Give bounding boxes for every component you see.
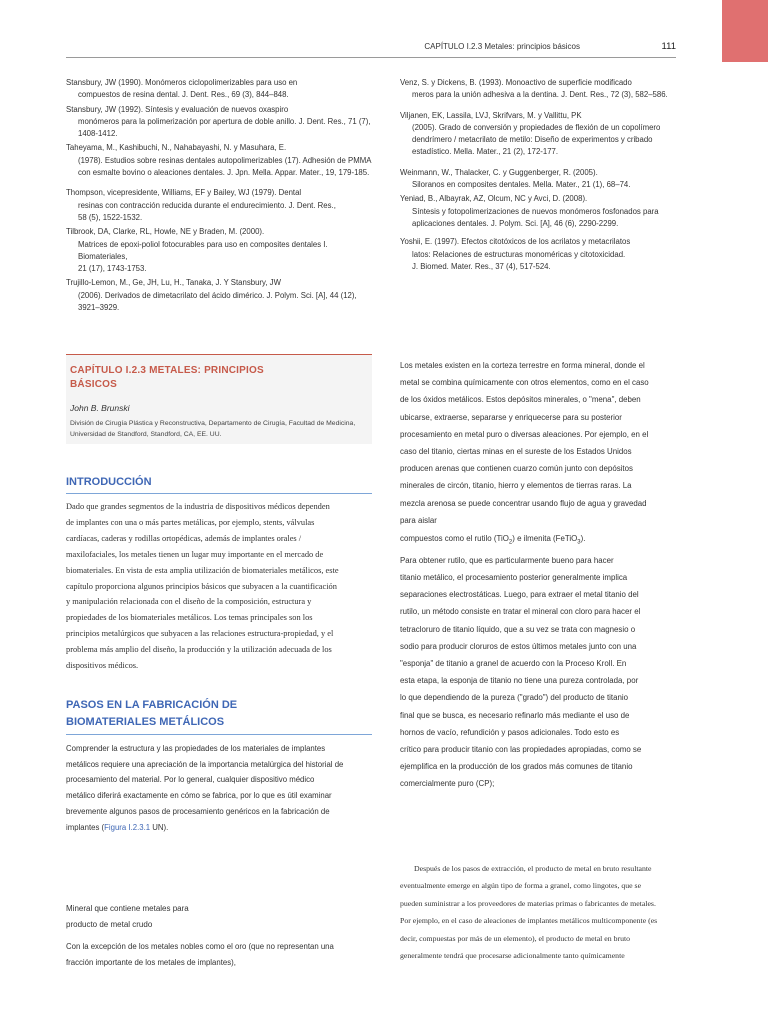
figure-link[interactable]: Figura I.2.3.1 <box>104 822 151 832</box>
right-paragraph-2: compuestos como el rutilo (TiO$_2$) e ilmenita (FeTiO$_3$). Para obtener rutilo, que es particularmente bueno para hacer titanio metálico, el procesamiento posterior generalmente implica separaciones electrostáticas. Luego, para extraer el metal titanio del rutilo, un método consiste en tratar el mineral con cloro para hacer el tetracloruro de titanio líquido, que a su vez se trata con magnesio o sodio para producir cloruros de estos últimos metales junto con una "esponja" de titanio a granel de acuerdo con la Proceso Kroll. En esta etapa, la esponja de titanio no tiene una pureza controlada, por lo que dependiendo de la pureza ("grado") del producto de titanio final que se busca, es necesario refinarlo más mediante el uso de hornos de vacío, refundición y pasos adicionales. Todo esto es crítico para producir titanio con las propiedades apropiadas, como se ejemplifica en la producción de los grados más comunes de titanio comercialmente puro (CP); <box>400 534 642 789</box>
reference-entry: Tilbrook, DA, Clarke, RL, Howle, NE y Braden, M. (2000). Matrices de epoxi-poliol fotocurables para uso en composites dentales I. Biomateriales, 21 (17), 1743-1753. <box>66 227 328 274</box>
header-rule <box>66 57 676 58</box>
pasos-heading-rule <box>66 734 372 735</box>
references-right <box>400 77 700 275</box>
running-header <box>66 40 676 54</box>
reference-entry: Weinmann, W., Thalacker, C. y Guggenberger, R. (2005). Siloranos en composites dentales. Mella. Mater., 21 (1), 68–74. <box>400 167 631 190</box>
pasos-paragraph: Comprender la estructura y las propiedades de los materiales de implantes metálicos requiere una apreciación de la importancia metalúrgica del historial de procesamiento del material. Por lo general, cualquier dispositivo médico metálico diferirá exactamente en cómo se fabrica, por lo que es útil examinar brevemente algunos pasos de procesamiento genéricos en la fabricación de implantes (Figura I.2.3.1 UN). <box>66 744 344 832</box>
intro-heading-rule <box>66 493 372 494</box>
right-paragraph-1: Los metales existen en la corteza terrestre en forma mineral, donde el metal se combina químicamente con otros elementos, como en el caso de los óxidos metálicos. Estos depósitos minerales, o "mena", deben ubicarse, extraerse, separarse y enriquecerse para su posterior procesamiento en metal puro o diversas aleaciones. Por ejemplo, en el caso del titanio, ciertas minas en el sureste de los Estados Unidos producen arenas que contienen cuarzo común junto con depósitos minerales de circón, titanio, hierro y elementos de tierras raras. La mezcla arenosa se puede concentrar usando flujo de agua y gravedad para aislar <box>400 361 649 525</box>
author-name: John B. Brunski <box>70 403 130 413</box>
reference-entry: Taheyama, M., Kashibuchi, N., Nahabayashi, N. y Masuhara, E. (1978). Estudios sobre resinas dentales autopolimerizables (17). Adhesión de PMMA con esmalte bovino o aleaciones dentales. J. Jpn. Mella. Appar. Mater., 19, 179-185. <box>66 143 372 178</box>
author-affiliation: División de Cirugía Plástica y Reconstructiva, Departamento de Cirugía, Facultad de Medicina, Universidad de Standford, Standford, CA, EE. UU. <box>70 420 356 438</box>
intro-paragraph: Dado que grandes segmentos de la industria de dispositivos médicos dependen de implantes con una o más partes metálicas, por ejemplo, stents, válvulas cardíacas, caderas y rodillas ortopédicas, además de implantes orales / maxilofaciales, los metales tienen un lugar muy importante en el mercado de biomateriales. En vista de esta amplia utilización de biomateriales metálicos, este capítulo proporciona algunos principios básicos que subyacen a la cuantificación y manipulación relacionada con el diseño de la composición, estructura y propiedades de los biomateriales metálicos. Los temas principales son los principios metalúrgicos que subyacen a las relaciones estructura-propiedad, y el problema más amplio del diseño, la producción y la utilización adecuada de los dispositivos médicos. <box>66 502 339 671</box>
intro-heading: INTRODUCCIÓN <box>66 476 152 488</box>
chapter-title-box <box>66 354 372 444</box>
mineral-subheading: Mineral que contiene metales para producto de metal crudo <box>66 904 189 929</box>
reference-entry: Stansbury, JW (1992). Síntesis y evaluación de nuevos oxaspiro monómeros para la polimerización por apertura de doble anillo. J. Dent. Res., 71 (7), 1408-1412. <box>66 104 371 139</box>
reference-entry: Stansbury, JW (1990). Monómeros ciclopolimerizables para uso en compuestos de resina dental. J. Dent. Res., 69 (3), 844–848. <box>66 78 298 100</box>
pasos-heading: PASOS EN LA FABRICACIÓN DE BIOMATERIALES METÁLICOS <box>66 699 238 728</box>
reference-entry: Venz, S. y Dickens, B. (1993). Monoactivo de superficie modificado meros para la unión adhesiva a la dentina. J. Dent. Res., 72 (3), 582–586. <box>400 78 668 100</box>
corner-color-tab <box>722 0 768 62</box>
reference-entry: Thompson, vicepresidente, Williams, EF y Bailey, WJ (1979). Dental resinas con contracción reducida durante el endurecimiento. J. Dent. Res., 58 (5), 1522-1532. <box>66 188 336 222</box>
right-paragraph-3: Después de los pasos de extracción, el producto de metal en bruto resultante eventualmente emerge en algún tipo de forma a granel, como lingotes, que se pueden suministrar a los proveedores de materias primas o fabricantes de metales. Por ejemplo, en el caso de aleaciones de implantes metálicos multicomponente (es decir, compuestas por más de un elemento), el producto de metal en bruto generalmente tendrá que procesarse adicionalmente tanto químicamente <box>400 864 658 961</box>
chapter-title: CAPÍTULO I.2.3 METALES: PRINCIPIOS BÁSICOS <box>70 365 264 390</box>
reference-entry: Trujillo-Lemon, M., Ge, JH, Lu, H., Tanaka, J. Y Stansbury, JW (2006). Derivados de dimetacrilato del ácido dimérico. J. Polym. Sci. [A], 44 (12), 3921–3929. <box>66 278 357 313</box>
page-number: 111 <box>661 41 676 52</box>
references-left <box>66 77 376 316</box>
reference-entry: Viljanen, EK, Lassila, LVJ, Skrifvars, M. y Vallittu, PK (2005). Grado de conversión y propiedades de flexión de un copolímero dendrímero / metacrilato de metilo: Diseño de experimentos y cribado estadístico. Mella. Mater., 21 (2), 172-177. <box>400 110 661 157</box>
chapter-running-title: CAPÍTULO I.2.3 Metales: principios básicos <box>424 42 580 51</box>
mineral-paragraph: Con la excepción de los metales nobles como el oro (que no representan una fracción importante de los metales de implantes), <box>66 942 334 967</box>
reference-entry: Yeniad, B., Albayrak, AZ, Olcum, NC y Avci, D. (2008). Síntesis y fotopolimerizaciones de nuevos monómeros fosfonados para aplicaciones dentales. J. Polym. Sci. [A], 46 (6), 2290-2299. <box>400 194 659 228</box>
reference-entry: Yoshii, E. (1997). Efectos citotóxicos de los acrilatos y metacrilatos latos: Relaciones de estructuras monoméricas y citotoxicidad. J. Biomed. Mater. Res., 37 (4), 517-524. <box>400 237 631 271</box>
